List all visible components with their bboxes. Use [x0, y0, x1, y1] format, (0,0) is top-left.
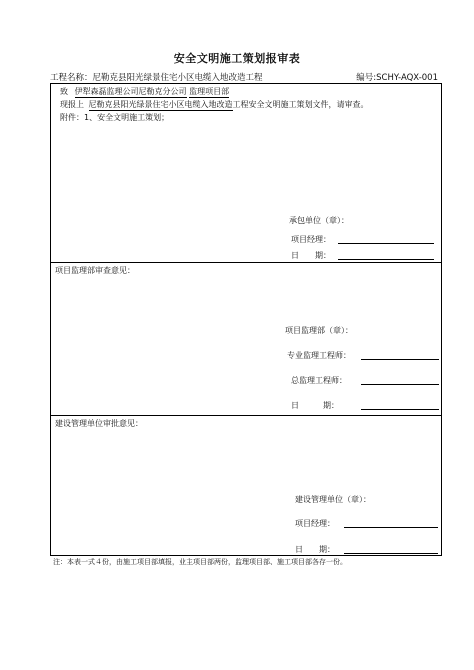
code-label: 编号: [356, 73, 377, 83]
chief-engineer-label: 总监理工程师： [291, 376, 347, 385]
submission-section [50, 83, 442, 263]
specialist-engineer-field[interactable] [361, 359, 439, 360]
report-project: 尼勒克县阳光绿景住宅小区电缆入地改造 [88, 100, 233, 109]
addressee-row [60, 86, 229, 98]
owner-manager-field[interactable] [344, 527, 438, 528]
code-value: SCHY-AQX-001 [376, 73, 438, 83]
project-label: 工程名称： [50, 73, 93, 83]
owner-manager-label: 项目经理： [295, 519, 335, 528]
specialist-engineer-label: 专业监理工程师： [287, 351, 351, 360]
owner-date-label: 日 期： [295, 545, 335, 554]
to-label: 致 [60, 87, 68, 96]
supervision-seal-label: 项目监理部（章）： [285, 326, 353, 335]
chief-engineer-field[interactable] [361, 384, 439, 385]
supervision-heading: 项目监理部审查意见： [55, 266, 135, 275]
date-label: 日 期： [291, 251, 331, 260]
owner-seal-label: 建设管理单位（章）： [295, 495, 371, 504]
addressee-suffix: 监理项目部 [189, 87, 230, 96]
review-date-field[interactable] [361, 409, 439, 410]
owner-date-field[interactable] [344, 553, 438, 554]
project-manager-field[interactable] [338, 243, 434, 244]
supervision-review-section [50, 262, 442, 416]
owner-approval-section [50, 415, 442, 556]
form-title: 安全文明施工策划报审表 [173, 52, 301, 65]
project-manager-label: 项目经理： [291, 235, 331, 244]
form-code-row [356, 71, 438, 83]
report-row [60, 99, 369, 111]
report-suffix: 工程安全文明施工策划文件，请审查。 [232, 100, 369, 109]
project-name-row [50, 71, 263, 83]
attachment-line: 附件：1、安全文明施工策划； [60, 113, 170, 122]
date-field[interactable] [338, 259, 434, 260]
addressee-name: 伊犁森磊监理公司尼勒克分公司 [74, 87, 187, 96]
review-date-label: 日 期： [291, 401, 339, 410]
owner-heading: 建设管理单位审批意见： [55, 419, 143, 428]
contractor-seal-label: 承包单位（章）： [289, 216, 349, 225]
report-prefix: 现报上 [60, 100, 84, 109]
project-name: 尼勒克县阳光绿景住宅小区电缆入地改造工程 [92, 73, 263, 83]
footnote: 注：本表一式４份，由施工项目部填报，业主项目部两份，监理项目部、施工项目部各存一份。 [53, 558, 347, 566]
